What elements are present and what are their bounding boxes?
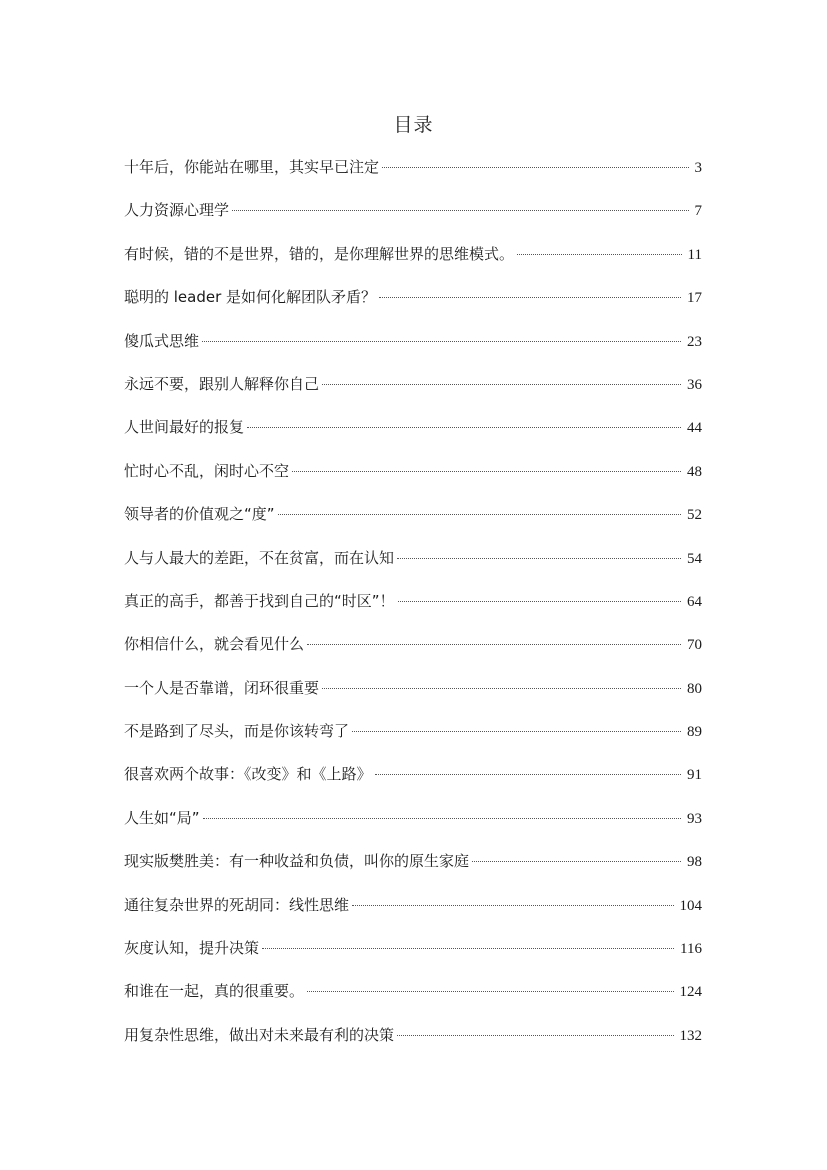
toc-entry-page-number: 7 xyxy=(694,203,702,220)
dot-leader xyxy=(202,341,681,342)
dot-leader xyxy=(322,688,681,689)
toc-entry-page-number: 52 xyxy=(687,507,702,524)
toc-entry-title: 用复杂性思维，做出对未来最有利的决策 xyxy=(124,1025,395,1044)
toc-entry-title: 领导者的价值观之“度” xyxy=(124,505,275,524)
toc-entry-page-number: 91 xyxy=(687,767,702,784)
toc-entry-title: 有时候，错的不是世界，错的，是你理解世界的思维模式。 xyxy=(124,244,515,263)
toc-entry-title: 人力资源心理学 xyxy=(124,201,230,220)
dot-leader xyxy=(307,991,673,992)
toc-entry[interactable] xyxy=(124,541,702,584)
toc-entry-title: 傻瓜式思维 xyxy=(124,331,200,350)
toc-entry-page-number: 17 xyxy=(687,290,702,307)
toc-entry-title: 现实版樊胜美：有一种收益和负债，叫你的原生家庭 xyxy=(124,852,470,871)
toc-entry[interactable] xyxy=(124,324,702,367)
toc-entry-title: 永远不要，跟别人解释你自己 xyxy=(124,374,320,393)
dot-leader xyxy=(379,297,681,298)
toc-entry-page-number: 54 xyxy=(687,550,702,567)
dot-leader xyxy=(397,558,681,559)
toc-title: 目录 xyxy=(393,114,434,136)
dot-leader xyxy=(398,601,681,602)
toc-entry[interactable] xyxy=(124,931,702,974)
dot-leader xyxy=(322,384,681,385)
toc-entry-page-number: 116 xyxy=(680,941,702,958)
toc-entry-page-number: 80 xyxy=(687,680,702,697)
toc-entry[interactable] xyxy=(124,801,702,844)
toc-list xyxy=(124,150,702,1061)
toc-entry-page-number: 23 xyxy=(687,333,702,350)
dot-leader xyxy=(278,514,681,515)
toc-entry-page-number: 89 xyxy=(687,724,702,741)
toc-entry-page-number: 132 xyxy=(679,1027,702,1044)
toc-entry[interactable] xyxy=(124,150,702,193)
toc-entry[interactable] xyxy=(124,757,702,800)
toc-entry-title: 十年后，你能站在哪里，其实早已注定 xyxy=(124,158,380,176)
dot-leader xyxy=(307,644,681,645)
toc-entry[interactable] xyxy=(124,844,702,887)
toc-entry-title: 通往复杂世界的死胡同：线性思维 xyxy=(124,895,350,914)
toc-entry[interactable] xyxy=(124,497,702,540)
toc-entry-title: 你相信什么，就会看见什么 xyxy=(124,635,305,654)
toc-entry-title: 人生如“局” xyxy=(124,808,200,827)
toc-entry-page-number: 48 xyxy=(687,463,702,480)
toc-entry-page-number: 3 xyxy=(694,160,702,176)
toc-entry-page-number: 64 xyxy=(687,593,702,610)
toc-entry[interactable] xyxy=(124,888,702,931)
dot-leader xyxy=(292,471,681,472)
toc-entry-page-number: 98 xyxy=(687,854,702,871)
toc-entry-title: 真正的高手，都善于找到自己的“时区”！ xyxy=(124,591,395,610)
toc-entry-title: 人世间最好的报复 xyxy=(124,418,245,437)
toc-entry-title: 和谁在一起，真的很重要。 xyxy=(124,982,305,1001)
dot-leader xyxy=(232,210,688,211)
dot-leader xyxy=(517,254,682,255)
toc-entry[interactable] xyxy=(124,280,702,323)
toc-entry[interactable] xyxy=(124,237,702,280)
dot-leader xyxy=(352,905,673,906)
toc-entry-title: 不是路到了尽头，而是你该转弯了 xyxy=(124,722,350,741)
toc-entry[interactable] xyxy=(124,671,702,714)
dot-leader xyxy=(397,1035,673,1036)
toc-entry-page-number: 93 xyxy=(687,810,702,827)
toc-entry-title: 人与人最大的差距，不在贫富，而在认知 xyxy=(124,548,395,567)
toc-entry-title: 聪明的 leader 是如何化解团队矛盾？ xyxy=(124,288,377,307)
toc-entry[interactable] xyxy=(124,454,702,497)
toc-entry-page-number: 36 xyxy=(687,376,702,393)
dot-leader xyxy=(382,167,688,168)
toc-entry-page-number: 104 xyxy=(679,897,702,914)
toc-entry[interactable] xyxy=(124,584,702,627)
dot-leader xyxy=(375,774,681,775)
toc-entry-title: 灰度认知，提升决策 xyxy=(124,939,260,958)
dot-leader xyxy=(352,731,681,732)
toc-entry-page-number: 11 xyxy=(687,246,702,263)
toc-entry[interactable] xyxy=(124,714,702,757)
toc-entry-title: 一个人是否靠谱，闭环很重要 xyxy=(124,678,320,697)
toc-entry[interactable] xyxy=(124,1018,702,1061)
toc-entry[interactable] xyxy=(124,974,702,1017)
dot-leader xyxy=(262,948,674,949)
toc-entry-title: 很喜欢两个故事：《改变》和《上路》 xyxy=(124,765,372,784)
toc-entry-page-number: 70 xyxy=(687,637,702,654)
toc-entry-page-number: 44 xyxy=(687,420,702,437)
dot-leader xyxy=(247,427,681,428)
dot-leader xyxy=(472,861,681,862)
dot-leader xyxy=(203,818,681,819)
toc-entry[interactable] xyxy=(124,367,702,410)
toc-entry-page-number: 124 xyxy=(679,984,702,1001)
toc-entry[interactable] xyxy=(124,193,702,236)
toc-entry-title: 忙时心不乱，闲时心不空 xyxy=(124,461,290,480)
toc-entry[interactable] xyxy=(124,627,702,670)
toc-entry[interactable] xyxy=(124,410,702,453)
